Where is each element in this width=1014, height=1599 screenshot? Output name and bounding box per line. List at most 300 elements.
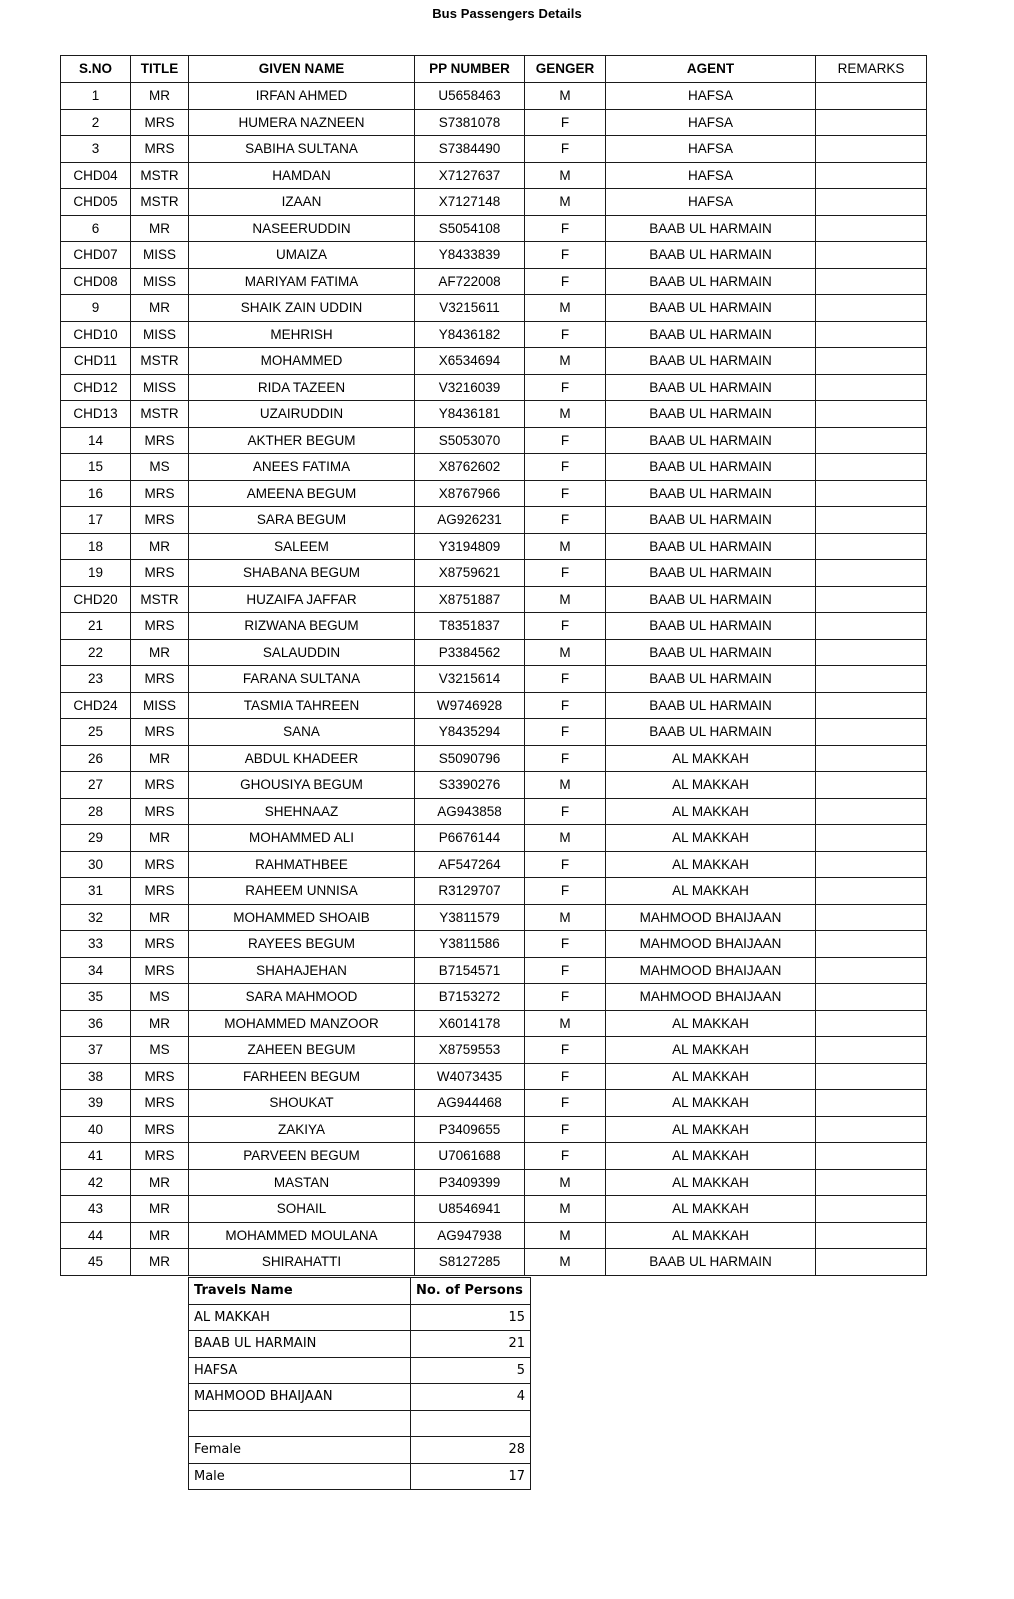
cell-sno: 1: [61, 83, 131, 110]
cell-remarks: [816, 1169, 927, 1196]
cell-agent: BAAB UL HARMAIN: [606, 401, 816, 428]
table-row: [61, 136, 927, 163]
cell-title: MRS: [131, 798, 189, 825]
cell-gender: F: [525, 321, 606, 348]
cell-given-name: ZAHEEN BEGUM: [189, 1037, 415, 1064]
cell-gender: F: [525, 268, 606, 295]
summary-row: [189, 1331, 531, 1358]
cell-sno: 16: [61, 480, 131, 507]
cell-agent: BAAB UL HARMAIN: [606, 215, 816, 242]
summary-value: 5: [411, 1357, 531, 1384]
cell-agent: HAFSA: [606, 162, 816, 189]
cell-given-name: PARVEEN BEGUM: [189, 1143, 415, 1170]
cell-remarks: [816, 136, 927, 163]
cell-pp-number: S8127285: [415, 1249, 525, 1276]
cell-given-name: ABDUL KHADEER: [189, 745, 415, 772]
cell-given-name: IZAAN: [189, 189, 415, 216]
cell-remarks: [816, 1143, 927, 1170]
cell-agent: MAHMOOD BHAIJAAN: [606, 984, 816, 1011]
cell-given-name: MOHAMMED ALI: [189, 825, 415, 852]
column-header-remarks: REMARKS: [816, 56, 927, 83]
cell-sno: 31: [61, 878, 131, 905]
cell-pp-number: W4073435: [415, 1063, 525, 1090]
table-row: [61, 1010, 927, 1037]
cell-sno: CHD04: [61, 162, 131, 189]
passengers-table-container: [60, 55, 926, 1276]
cell-agent: BAAB UL HARMAIN: [606, 719, 816, 746]
cell-agent: AL MAKKAH: [606, 1116, 816, 1143]
cell-sno: 27: [61, 772, 131, 799]
cell-gender: F: [525, 427, 606, 454]
cell-title: MRS: [131, 719, 189, 746]
cell-given-name: MARIYAM FATIMA: [189, 268, 415, 295]
cell-pp-number: AF547264: [415, 851, 525, 878]
cell-pp-number: B7154571: [415, 957, 525, 984]
cell-gender: F: [525, 745, 606, 772]
cell-title: MR: [131, 1249, 189, 1276]
cell-sno: CHD12: [61, 374, 131, 401]
cell-sno: CHD11: [61, 348, 131, 375]
travels-summary-table: [188, 1277, 531, 1490]
passengers-table: [60, 55, 927, 1276]
summary-label: Female: [189, 1437, 411, 1464]
cell-title: MISS: [131, 321, 189, 348]
cell-pp-number: R3129707: [415, 878, 525, 905]
cell-remarks: [816, 878, 927, 905]
cell-gender: M: [525, 1249, 606, 1276]
cell-title: MRS: [131, 109, 189, 136]
cell-remarks: [816, 374, 927, 401]
cell-gender: M: [525, 825, 606, 852]
cell-remarks: [816, 772, 927, 799]
cell-title: MS: [131, 1037, 189, 1064]
cell-agent: HAFSA: [606, 83, 816, 110]
table-row: [61, 480, 927, 507]
cell-sno: 14: [61, 427, 131, 454]
cell-pp-number: AG943858: [415, 798, 525, 825]
table-row: [61, 401, 927, 428]
cell-sno: 41: [61, 1143, 131, 1170]
cell-agent: AL MAKKAH: [606, 851, 816, 878]
cell-sno: 39: [61, 1090, 131, 1117]
cell-gender: F: [525, 798, 606, 825]
cell-pp-number: S5090796: [415, 745, 525, 772]
cell-given-name: TASMIA TAHREEN: [189, 692, 415, 719]
cell-title: MR: [131, 1169, 189, 1196]
cell-sno: 18: [61, 533, 131, 560]
cell-title: MRS: [131, 1116, 189, 1143]
cell-title: MRS: [131, 666, 189, 693]
cell-given-name: SABIHA SULTANA: [189, 136, 415, 163]
cell-given-name: MOHAMMED: [189, 348, 415, 375]
cell-given-name: SANA: [189, 719, 415, 746]
cell-remarks: [816, 1090, 927, 1117]
cell-title: MR: [131, 1222, 189, 1249]
cell-given-name: SALEEM: [189, 533, 415, 560]
cell-given-name: GHOUSIYA BEGUM: [189, 772, 415, 799]
cell-pp-number: X7127148: [415, 189, 525, 216]
cell-sno: CHD20: [61, 586, 131, 613]
column-header-travels-name: Travels Name: [189, 1278, 411, 1305]
cell-gender: F: [525, 1090, 606, 1117]
cell-sno: 43: [61, 1196, 131, 1223]
cell-agent: BAAB UL HARMAIN: [606, 613, 816, 640]
cell-gender: F: [525, 242, 606, 269]
cell-agent: HAFSA: [606, 109, 816, 136]
cell-pp-number: X8767966: [415, 480, 525, 507]
cell-gender: F: [525, 878, 606, 905]
cell-given-name: SOHAIL: [189, 1196, 415, 1223]
cell-given-name: NASEERUDDIN: [189, 215, 415, 242]
summary-table-container: [188, 1277, 530, 1490]
cell-remarks: [816, 162, 927, 189]
cell-gender: M: [525, 586, 606, 613]
table-row: [61, 533, 927, 560]
cell-pp-number: Y3194809: [415, 533, 525, 560]
cell-remarks: [816, 825, 927, 852]
cell-given-name: SARA MAHMOOD: [189, 984, 415, 1011]
cell-sno: 45: [61, 1249, 131, 1276]
passengers-table-header: [61, 56, 927, 83]
cell-given-name: UZAIRUDDIN: [189, 401, 415, 428]
cell-pp-number: Y3811586: [415, 931, 525, 958]
cell-pp-number: Y8436181: [415, 401, 525, 428]
cell-agent: BAAB UL HARMAIN: [606, 639, 816, 666]
cell-sno: 15: [61, 454, 131, 481]
cell-remarks: [816, 904, 927, 931]
cell-sno: 35: [61, 984, 131, 1011]
cell-pp-number: Y8433839: [415, 242, 525, 269]
cell-given-name: AKTHER BEGUM: [189, 427, 415, 454]
cell-title: MSTR: [131, 162, 189, 189]
cell-pp-number: U7061688: [415, 1143, 525, 1170]
table-row: [61, 1222, 927, 1249]
summary-value: 21: [411, 1331, 531, 1358]
cell-sno: CHD07: [61, 242, 131, 269]
cell-title: MR: [131, 904, 189, 931]
cell-agent: AL MAKKAH: [606, 1063, 816, 1090]
cell-agent: BAAB UL HARMAIN: [606, 560, 816, 587]
cell-title: MSTR: [131, 401, 189, 428]
cell-given-name: RAYEES BEGUM: [189, 931, 415, 958]
cell-title: MR: [131, 1010, 189, 1037]
cell-title: MRS: [131, 480, 189, 507]
cell-title: MR: [131, 83, 189, 110]
cell-given-name: IRFAN AHMED: [189, 83, 415, 110]
cell-gender: F: [525, 109, 606, 136]
table-row: [61, 1116, 927, 1143]
cell-pp-number: Y3811579: [415, 904, 525, 931]
cell-remarks: [816, 1222, 927, 1249]
cell-pp-number: X7127637: [415, 162, 525, 189]
column-header-title: TITLE: [131, 56, 189, 83]
cell-gender: M: [525, 189, 606, 216]
cell-gender: F: [525, 851, 606, 878]
cell-remarks: [816, 798, 927, 825]
cell-pp-number: S3390276: [415, 772, 525, 799]
table-row: [61, 189, 927, 216]
cell-remarks: [816, 454, 927, 481]
cell-gender: M: [525, 639, 606, 666]
cell-gender: F: [525, 507, 606, 534]
cell-agent: BAAB UL HARMAIN: [606, 692, 816, 719]
cell-sno: 26: [61, 745, 131, 772]
table-row: [61, 109, 927, 136]
table-row: [61, 957, 927, 984]
cell-agent: BAAB UL HARMAIN: [606, 666, 816, 693]
table-row: [61, 851, 927, 878]
summary-header-row: [189, 1278, 531, 1305]
cell-given-name: UMAIZA: [189, 242, 415, 269]
cell-gender: M: [525, 1169, 606, 1196]
cell-gender: M: [525, 162, 606, 189]
cell-pp-number: Y8435294: [415, 719, 525, 746]
summary-spacer-row: [189, 1410, 531, 1437]
cell-title: MR: [131, 215, 189, 242]
cell-remarks: [816, 984, 927, 1011]
cell-remarks: [816, 242, 927, 269]
cell-agent: BAAB UL HARMAIN: [606, 295, 816, 322]
cell-agent: AL MAKKAH: [606, 1196, 816, 1223]
column-header-given-name: GIVEN NAME: [189, 56, 415, 83]
cell-gender: F: [525, 666, 606, 693]
cell-given-name: FARHEEN BEGUM: [189, 1063, 415, 1090]
table-row: [61, 878, 927, 905]
cell-given-name: SHOUKAT: [189, 1090, 415, 1117]
cell-pp-number: P3409399: [415, 1169, 525, 1196]
table-row: [61, 639, 927, 666]
cell-pp-number: P3409655: [415, 1116, 525, 1143]
cell-sno: 19: [61, 560, 131, 587]
cell-remarks: [816, 401, 927, 428]
cell-remarks: [816, 1116, 927, 1143]
cell-pp-number: AG944468: [415, 1090, 525, 1117]
table-row: [61, 1169, 927, 1196]
cell-gender: F: [525, 613, 606, 640]
cell-remarks: [816, 480, 927, 507]
summary-table-header: [189, 1278, 531, 1305]
page-title: Bus Passengers Details: [432, 6, 582, 21]
table-row: [61, 348, 927, 375]
cell-given-name: SHABANA BEGUM: [189, 560, 415, 587]
cell-title: MR: [131, 639, 189, 666]
cell-remarks: [816, 348, 927, 375]
cell-agent: BAAB UL HARMAIN: [606, 348, 816, 375]
cell-gender: F: [525, 719, 606, 746]
cell-sno: 6: [61, 215, 131, 242]
cell-gender: F: [525, 1037, 606, 1064]
cell-gender: F: [525, 454, 606, 481]
cell-title: MRS: [131, 560, 189, 587]
cell-sno: CHD10: [61, 321, 131, 348]
cell-title: MRS: [131, 878, 189, 905]
cell-pp-number: Y8436182: [415, 321, 525, 348]
cell-agent: BAAB UL HARMAIN: [606, 242, 816, 269]
cell-given-name: MOHAMMED MANZOOR: [189, 1010, 415, 1037]
cell-given-name: HAMDAN: [189, 162, 415, 189]
table-row: [61, 321, 927, 348]
cell-gender: F: [525, 692, 606, 719]
cell-agent: BAAB UL HARMAIN: [606, 1249, 816, 1276]
summary-label: [189, 1410, 411, 1437]
cell-pp-number: X8762602: [415, 454, 525, 481]
table-row: [61, 825, 927, 852]
cell-agent: HAFSA: [606, 136, 816, 163]
table-row: [61, 798, 927, 825]
cell-remarks: [816, 189, 927, 216]
cell-title: MRS: [131, 507, 189, 534]
cell-title: MRS: [131, 957, 189, 984]
table-row: [61, 1196, 927, 1223]
cell-remarks: [816, 745, 927, 772]
cell-title: MSTR: [131, 348, 189, 375]
cell-agent: AL MAKKAH: [606, 878, 816, 905]
cell-pp-number: B7153272: [415, 984, 525, 1011]
summary-table-body: [189, 1304, 531, 1490]
cell-given-name: SHAHAJEHAN: [189, 957, 415, 984]
cell-gender: M: [525, 83, 606, 110]
cell-gender: F: [525, 480, 606, 507]
cell-remarks: [816, 295, 927, 322]
cell-given-name: SARA BEGUM: [189, 507, 415, 534]
cell-sno: 29: [61, 825, 131, 852]
cell-remarks: [816, 586, 927, 613]
cell-remarks: [816, 268, 927, 295]
cell-agent: AL MAKKAH: [606, 1010, 816, 1037]
cell-sno: 37: [61, 1037, 131, 1064]
cell-agent: AL MAKKAH: [606, 772, 816, 799]
column-header-sno: S.NO: [61, 56, 131, 83]
cell-remarks: [816, 427, 927, 454]
summary-value: 17: [411, 1463, 531, 1490]
cell-gender: F: [525, 136, 606, 163]
cell-agent: BAAB UL HARMAIN: [606, 480, 816, 507]
cell-given-name: ZAKIYA: [189, 1116, 415, 1143]
cell-title: MISS: [131, 692, 189, 719]
summary-label: HAFSA: [189, 1357, 411, 1384]
cell-remarks: [816, 215, 927, 242]
summary-value: [411, 1410, 531, 1437]
cell-pp-number: X8759553: [415, 1037, 525, 1064]
table-row: [61, 162, 927, 189]
cell-gender: F: [525, 215, 606, 242]
cell-gender: F: [525, 957, 606, 984]
cell-remarks: [816, 666, 927, 693]
table-row: [61, 984, 927, 1011]
cell-remarks: [816, 1037, 927, 1064]
cell-pp-number: X8751887: [415, 586, 525, 613]
table-row: [61, 242, 927, 269]
cell-gender: M: [525, 533, 606, 560]
cell-sno: 21: [61, 613, 131, 640]
cell-given-name: AMEENA BEGUM: [189, 480, 415, 507]
cell-remarks: [816, 560, 927, 587]
cell-agent: BAAB UL HARMAIN: [606, 454, 816, 481]
cell-gender: M: [525, 401, 606, 428]
cell-sno: 9: [61, 295, 131, 322]
cell-pp-number: S7384490: [415, 136, 525, 163]
cell-agent: BAAB UL HARMAIN: [606, 507, 816, 534]
cell-title: MRS: [131, 1090, 189, 1117]
cell-sno: CHD08: [61, 268, 131, 295]
cell-pp-number: AG926231: [415, 507, 525, 534]
cell-gender: M: [525, 904, 606, 931]
column-header-pp-number: PP NUMBER: [415, 56, 525, 83]
cell-title: MISS: [131, 268, 189, 295]
summary-label: AL MAKKAH: [189, 1304, 411, 1331]
cell-given-name: RAHMATHBEE: [189, 851, 415, 878]
cell-remarks: [816, 1249, 927, 1276]
cell-given-name: HUZAIFA JAFFAR: [189, 586, 415, 613]
cell-agent: BAAB UL HARMAIN: [606, 533, 816, 560]
cell-gender: M: [525, 772, 606, 799]
cell-pp-number: S5053070: [415, 427, 525, 454]
cell-title: MR: [131, 825, 189, 852]
cell-gender: F: [525, 1063, 606, 1090]
cell-remarks: [816, 931, 927, 958]
cell-given-name: SALAUDDIN: [189, 639, 415, 666]
summary-value: 28: [411, 1437, 531, 1464]
cell-given-name: MOHAMMED MOULANA: [189, 1222, 415, 1249]
cell-gender: M: [525, 295, 606, 322]
cell-sno: 30: [61, 851, 131, 878]
cell-given-name: ANEES FATIMA: [189, 454, 415, 481]
table-row: [61, 560, 927, 587]
cell-agent: AL MAKKAH: [606, 825, 816, 852]
summary-row: [189, 1357, 531, 1384]
table-row: [61, 1063, 927, 1090]
summary-row: [189, 1437, 531, 1464]
cell-sno: CHD24: [61, 692, 131, 719]
table-row: [61, 586, 927, 613]
cell-title: MSTR: [131, 189, 189, 216]
table-row: [61, 772, 927, 799]
cell-sno: 34: [61, 957, 131, 984]
cell-agent: AL MAKKAH: [606, 1037, 816, 1064]
cell-agent: BAAB UL HARMAIN: [606, 321, 816, 348]
cell-given-name: MOHAMMED SHOAIB: [189, 904, 415, 931]
cell-pp-number: V3216039: [415, 374, 525, 401]
cell-given-name: FARANA SULTANA: [189, 666, 415, 693]
cell-agent: BAAB UL HARMAIN: [606, 586, 816, 613]
cell-agent: BAAB UL HARMAIN: [606, 374, 816, 401]
summary-row: [189, 1384, 531, 1411]
cell-given-name: SHIRAHATTI: [189, 1249, 415, 1276]
table-row: [61, 1249, 927, 1276]
cell-title: MISS: [131, 242, 189, 269]
cell-given-name: RIDA TAZEEN: [189, 374, 415, 401]
summary-label: Male: [189, 1463, 411, 1490]
cell-agent: AL MAKKAH: [606, 798, 816, 825]
summary-row: [189, 1463, 531, 1490]
cell-remarks: [816, 692, 927, 719]
cell-remarks: [816, 639, 927, 666]
cell-gender: F: [525, 1116, 606, 1143]
cell-sno: CHD05: [61, 189, 131, 216]
cell-pp-number: AG947938: [415, 1222, 525, 1249]
table-row: [61, 745, 927, 772]
cell-agent: BAAB UL HARMAIN: [606, 427, 816, 454]
summary-value: 4: [411, 1384, 531, 1411]
cell-agent: AL MAKKAH: [606, 1169, 816, 1196]
cell-gender: M: [525, 1222, 606, 1249]
cell-gender: F: [525, 560, 606, 587]
cell-gender: F: [525, 1143, 606, 1170]
cell-title: MRS: [131, 851, 189, 878]
table-row: [61, 507, 927, 534]
cell-agent: AL MAKKAH: [606, 1090, 816, 1117]
cell-given-name: MASTAN: [189, 1169, 415, 1196]
